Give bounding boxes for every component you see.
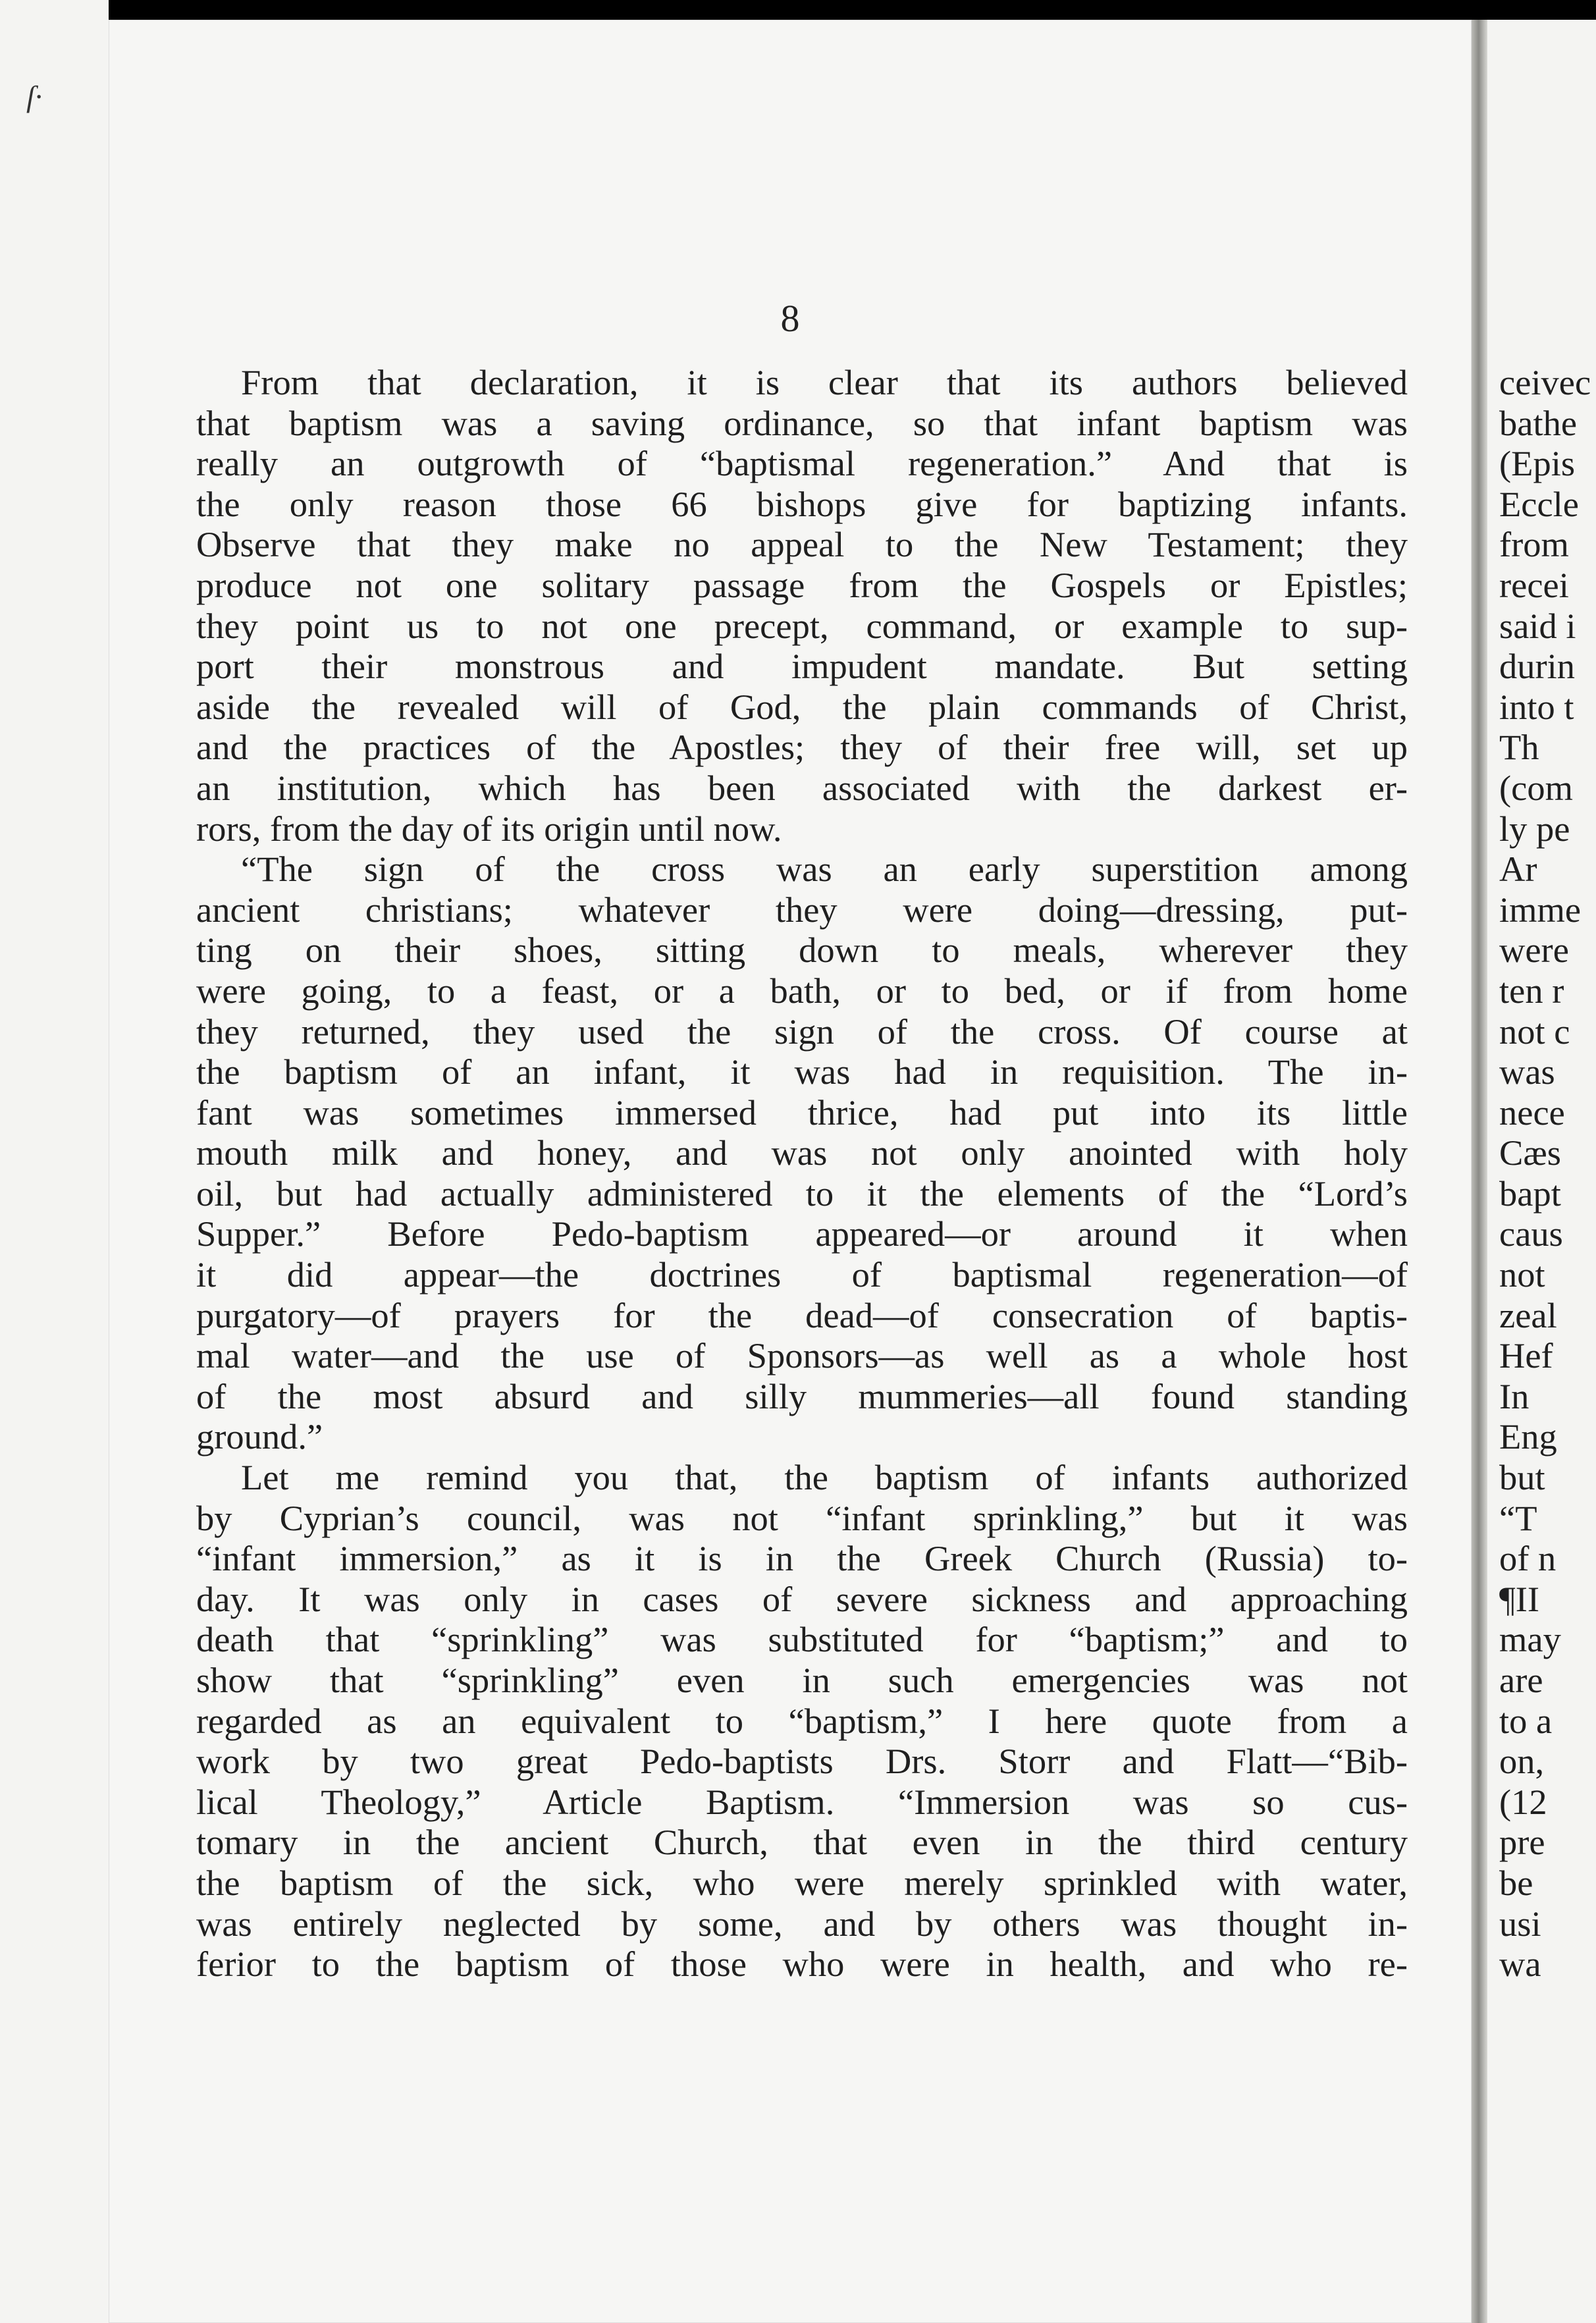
facing-text-fragment: Ar (1499, 849, 1537, 890)
text-line: they returned, they used the sign of the cross. Of course at (196, 1011, 1408, 1052)
facing-text-fragment: wa (1499, 1944, 1541, 1985)
facing-text-fragment: but (1499, 1457, 1545, 1498)
text-line: of the most absurd and silly mummeries—all found standing (196, 1375, 1408, 1416)
text-line: fant was sometimes immersed thrice, had put into its little (196, 1092, 1408, 1133)
facing-text-fragment: be (1499, 1862, 1533, 1903)
facing-text-fragment: ly pe (1499, 808, 1570, 849)
text-line: regarded as an equivalent to “baptism,” I here quote from a (196, 1700, 1408, 1741)
facing-text-fragment: Eng (1499, 1416, 1557, 1457)
facing-text-fragment: Eccle (1499, 483, 1580, 524)
facing-text-fragment: ceivec (1499, 362, 1591, 402)
facing-text-fragment: from (1499, 524, 1569, 565)
facing-page-text (1499, 362, 1596, 1985)
facing-text-fragment: were (1499, 930, 1569, 971)
facing-text-fragment: Hef (1499, 1335, 1553, 1376)
facing-text-fragment: bapt (1499, 1173, 1561, 1214)
facing-text-fragment: zeal (1499, 1295, 1557, 1335)
page-number: 8 (780, 297, 800, 340)
facing-text-fragment: said i (1499, 605, 1576, 646)
facing-text-fragment: to a (1499, 1700, 1553, 1741)
facing-text-fragment: not c (1499, 1011, 1570, 1052)
text-line: ground.” (196, 1416, 323, 1457)
text-line: and the practices of the Apostles; they of their free will, set up (196, 727, 1408, 768)
text-line: was entirely neglected by some, and by others was thought in- (196, 1903, 1408, 1944)
text-line: day. It was only in cases of severe sickness and approaching (196, 1578, 1408, 1619)
text-line: it did appear—the doctrines of baptismal regeneration—of (196, 1254, 1408, 1295)
facing-text-fragment: recei (1499, 564, 1569, 605)
text-line: were going, to a feast, or a bath, or to bed, or if from home (196, 970, 1408, 1011)
text-line: ancient christians; whatever they were doing—dressing, put- (196, 889, 1408, 930)
text-line: Supper.” Before Pedo-baptism appeared—or around it when (196, 1214, 1408, 1254)
facing-text-fragment: ten r (1499, 970, 1564, 1011)
facing-text-fragment: pre (1499, 1822, 1545, 1863)
text-line: mal water—and the use of Sponsors—as well as a whole host (196, 1335, 1408, 1376)
facing-text-fragment: nece (1499, 1092, 1565, 1133)
margin-ink-mark: ſ· (26, 80, 43, 113)
facing-text-fragment: ¶II (1499, 1578, 1539, 1619)
text-line: they point us to not one precept, command, or example to sup- (196, 605, 1408, 646)
facing-text-fragment: “T (1499, 1497, 1537, 1538)
facing-text-fragment: (com (1499, 767, 1573, 808)
left-margin-strip (0, 0, 109, 2323)
text-line: mouth milk and honey, and was not only anointed with holy (196, 1133, 1408, 1173)
text-line: “infant immersion,” as it is in the Greek Church (Russia) to- (196, 1538, 1408, 1579)
page-body-text (196, 362, 1408, 1985)
facing-text-fragment: usi (1499, 1903, 1541, 1944)
facing-text-fragment: may (1499, 1619, 1561, 1660)
text-line: the baptism of the sick, who were merely sprinkled with water, (196, 1862, 1408, 1903)
text-line: produce not one solitary passage from the Gospels or Epistles; (196, 564, 1408, 605)
text-line: by Cyprian’s council, was not “infant sprinkling,” but it was (196, 1497, 1408, 1538)
facing-text-fragment: imme (1499, 889, 1582, 930)
facing-text-fragment: not (1499, 1254, 1545, 1295)
facing-text-fragment: on, (1499, 1741, 1545, 1782)
text-line: the baptism of an infant, it was had in requisition. The in- (196, 1052, 1408, 1092)
text-line: death that “sprinkling” was substituted for “baptism;” and to (196, 1619, 1408, 1660)
text-line: oil, but had actually administered to it the elements of the “Lord’s (196, 1173, 1408, 1214)
book-spine-shadow (1472, 20, 1487, 2323)
text-line: the only reason those 66 bishops give for baptizing infants. (196, 483, 1408, 524)
text-line: Observe that they make no appeal to the New Testament; they (196, 524, 1408, 565)
text-line: Let me remind you that, the baptism of infants authorized (241, 1457, 1408, 1498)
text-line: purgatory—of prayers for the dead—of consecration of baptis- (196, 1295, 1408, 1335)
text-line: tomary in the ancient Church, that even in the third century (196, 1822, 1408, 1863)
text-line: an institution, which has been associated with the darkest er- (196, 767, 1408, 808)
facing-text-fragment: are (1499, 1660, 1543, 1700)
text-line: really an outgrowth of “baptismal regeneration.” And that is (196, 443, 1408, 484)
facing-text-fragment: caus (1499, 1214, 1563, 1254)
facing-text-fragment: Th (1499, 727, 1539, 768)
facing-text-fragment: (12 (1499, 1781, 1547, 1822)
facing-text-fragment: Cæs (1499, 1133, 1561, 1173)
text-line: that baptism was a saving ordinance, so that infant baptism was (196, 402, 1408, 443)
facing-text-fragment: bathe (1499, 402, 1578, 443)
facing-text-fragment: durin (1499, 646, 1576, 687)
text-line: lical Theology,” Article Baptism. “Immersion was so cus- (196, 1781, 1408, 1822)
text-line: rors, from the day of its origin until now. (196, 808, 782, 849)
text-line: “The sign of the cross was an early superstition among (241, 849, 1408, 890)
text-line: ting on their shoes, sitting down to meals, wherever they (196, 930, 1408, 971)
text-line: show that “sprinkling” even in such emergencies was not (196, 1660, 1408, 1700)
text-line: work by two great Pedo-baptists Drs. Storr and Flatt—“Bib- (196, 1741, 1408, 1782)
facing-text-fragment: (Epis (1499, 443, 1576, 484)
text-line: From that declaration, it is clear that its authors believed (241, 362, 1408, 402)
facing-text-fragment: In (1499, 1375, 1530, 1416)
text-line: aside the revealed will of God, the plain commands of Christ, (196, 686, 1408, 727)
facing-text-fragment: was (1499, 1052, 1555, 1092)
text-line: ferior to the baptism of those who were in health, and who re- (196, 1944, 1408, 1985)
facing-text-fragment: into t (1499, 686, 1574, 727)
facing-page-edge (1487, 20, 1596, 2323)
facing-text-fragment: of n (1499, 1538, 1556, 1579)
text-line: port their monstrous and impudent mandate. But setting (196, 646, 1408, 687)
